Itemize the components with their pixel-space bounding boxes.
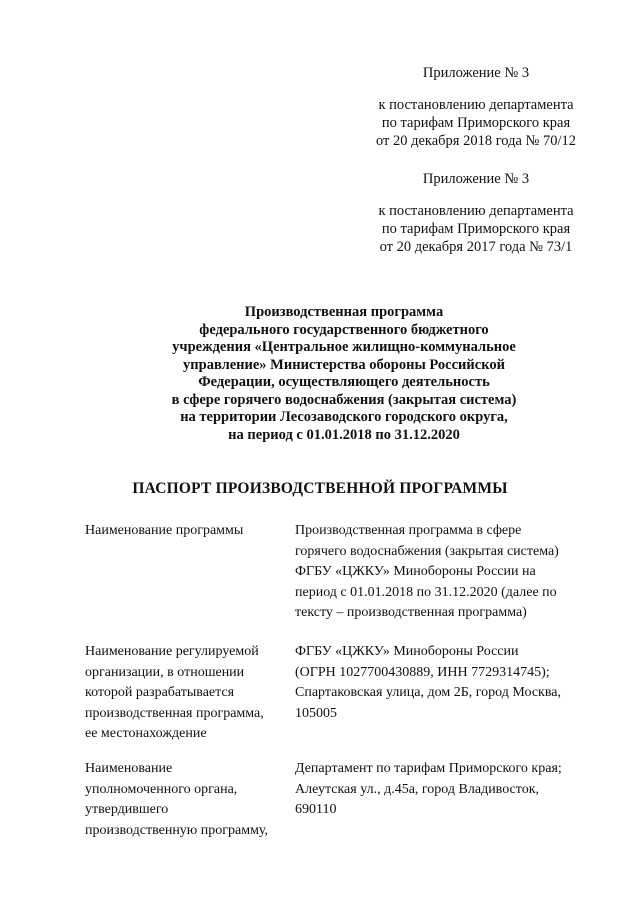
value-line: тексту – производственная программа) (295, 605, 527, 620)
label-line: Наименование программы (85, 523, 244, 538)
row-label (85, 521, 295, 624)
appendix-header-2018 (356, 64, 596, 150)
appendix-line: к постановлению департамента (378, 97, 574, 113)
value-line: Алеутская ул., д.45а, город Владивосток, (295, 781, 539, 797)
value-line: 105005 (295, 705, 337, 721)
title-line: федерального государственного бюджетного (199, 321, 489, 338)
appendix-line: от 20 декабря 2017 года № 73/1 (379, 239, 573, 255)
appendix-line: по тарифам Приморского края (381, 221, 571, 237)
label-line: организации, в отношении (85, 664, 245, 680)
title-line: в сфере горячего водоснабжения (закрытая система) (171, 391, 517, 408)
value-line: период с 01.01.2018 по 31.12.2020 (далее по (295, 584, 557, 600)
title-line: Производственная программа (244, 304, 444, 320)
appendix-header-2017 (356, 170, 596, 256)
label-line: производственную программу, (85, 822, 269, 838)
row-value (295, 759, 601, 841)
label-line: Наименование регулируемой (85, 644, 259, 659)
value-line: Спартаковская улица, дом 2Б, город Москва, (295, 685, 561, 700)
label-line: ее местонахождение (85, 726, 207, 741)
row-label (85, 642, 295, 745)
label-line: Наименование (85, 761, 173, 776)
row-value (295, 642, 601, 745)
passport-row-organization (85, 642, 605, 745)
value-line: ФГБУ «ЦЖКУ» Минобороны России на (295, 564, 536, 579)
title-line: на территории Лесозаводского городского округа, (180, 409, 508, 425)
label-line: уполномоченного органа, (85, 781, 238, 797)
title-line: управление» Министерства обороны Российской (183, 356, 505, 373)
title-line: Федерации, осуществляющего деятельность (198, 374, 490, 390)
value-line: Департамент по тарифам Приморского края; (295, 761, 562, 776)
value-line: ФГБУ «ЦЖКУ» Минобороны России (295, 644, 519, 659)
row-label (85, 759, 295, 841)
appendix-line: по тарифам Приморского края (381, 115, 571, 131)
title-line: учреждения «Центральное жилищно-коммунальное (172, 339, 516, 355)
value-line: (ОГРН 1027700430889, ИНН 7729314745); (295, 664, 550, 680)
appendix-number: Приложение № 3 (422, 65, 530, 81)
passport-row-program-name (85, 521, 605, 624)
passport-heading: ПАСПОРТ ПРОИЗВОДСТВЕННОЙ ПРОГРАММЫ (132, 480, 508, 497)
value-line: 690110 (295, 802, 337, 817)
label-line: производственная программа, (85, 705, 264, 721)
row-value (295, 521, 601, 624)
title-line: на период с 01.01.2018 по 31.12.2020 (228, 426, 460, 443)
passport-row-authority (85, 759, 605, 841)
appendix-line: от 20 декабря 2018 года № 70/12 (375, 133, 577, 149)
appendix-number: Приложение № 3 (422, 171, 530, 187)
label-line: утвердившего (85, 802, 169, 817)
program-title (120, 304, 568, 444)
value-line: Производственная программа в сфере (295, 523, 522, 538)
value-line: горячего водоснабжения (закрытая система) (295, 543, 559, 559)
appendix-line: к постановлению департамента (378, 203, 574, 219)
label-line: которой разрабатывается (85, 685, 235, 700)
